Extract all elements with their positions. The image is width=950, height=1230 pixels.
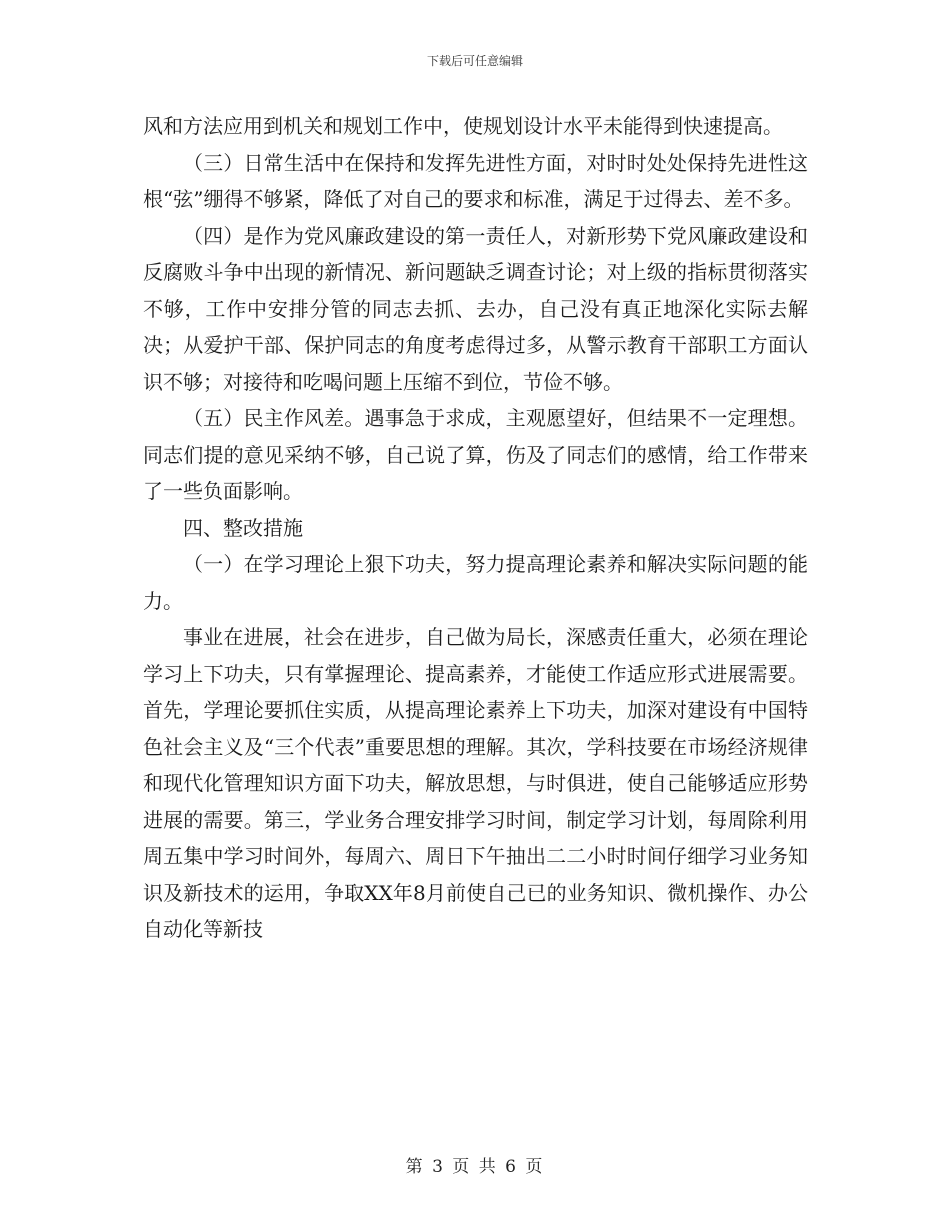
paragraph-continuation: 风和方法应用到机关和规划工作中，使规划设计水平未能得到快速提高。 (143, 114, 783, 138)
subsection-heading-1: （一）在学习理论上狠下功夫，努力提高理论素养和解决实际问题的能力。 (143, 552, 808, 613)
page-number-footer: 第 3 页 共 6 页 (405, 1157, 545, 1177)
section-heading-rectification: 四、整改措施 (183, 515, 303, 540)
paragraph-item-3: （三）日常生活中在保持和发挥先进性方面，对时时处处保持先进性这根“弦”绷得不够紧，降低了对自己的要求和标准，满足于过得去、差不多。 (143, 150, 808, 211)
document-body (143, 108, 808, 948)
paragraph-item-5: （五）民主作风差。遇事急于求成，主观愿望好，但结果不一定理想。同志们提的意见采纳不够，自己说了算，伤及了同志们的感情，给工作带来了一些负面影响。 (143, 406, 808, 503)
paragraph-study-plan: 事业在进展，社会在进步，自己做为局长，深感责任重大，必须在理论学习上下功夫，只有掌握理论、提高素养，才能使工作适应形式进展需要。首先，学理论要抓住实质，从提高理论素养上下功夫，加深对建设有中国特色社会主义及“三个代表”重要思想的理解。其次，学科技要在市场经济规律和现代化管理知识方面下功夫，解放思想，与时俱进，使自己能够适应形势进展的需要。第三，学业务合理安排学习时间，制定学习计划，每周除利用周五集中学习时间外，每周六、周日下午抽出二二小时时间仔细学习业务知识及新技术的运用，争取XX年8月前使自己已的业务知识、微机操作、办公自动化等新技 (143, 625, 808, 941)
paragraph-item-4: （四）是作为党风廉政建设的第一责任人，对新形势下党风廉政建设和反腐败斗争中出现的新情况、新问题缺乏调查讨论；对上级的指标贯彻落实不够，工作中安排分管的同志去抓、去办，自己没有真正地深化实际去解决；从爱护干部、保护同志的角度考虑得过多，从警示教育干部职工方面认识不够；对接待和吃喝问题上压缩不到位，节俭不够。 (143, 223, 808, 394)
page-header-note: 下载后可任意编辑 (426, 54, 523, 68)
